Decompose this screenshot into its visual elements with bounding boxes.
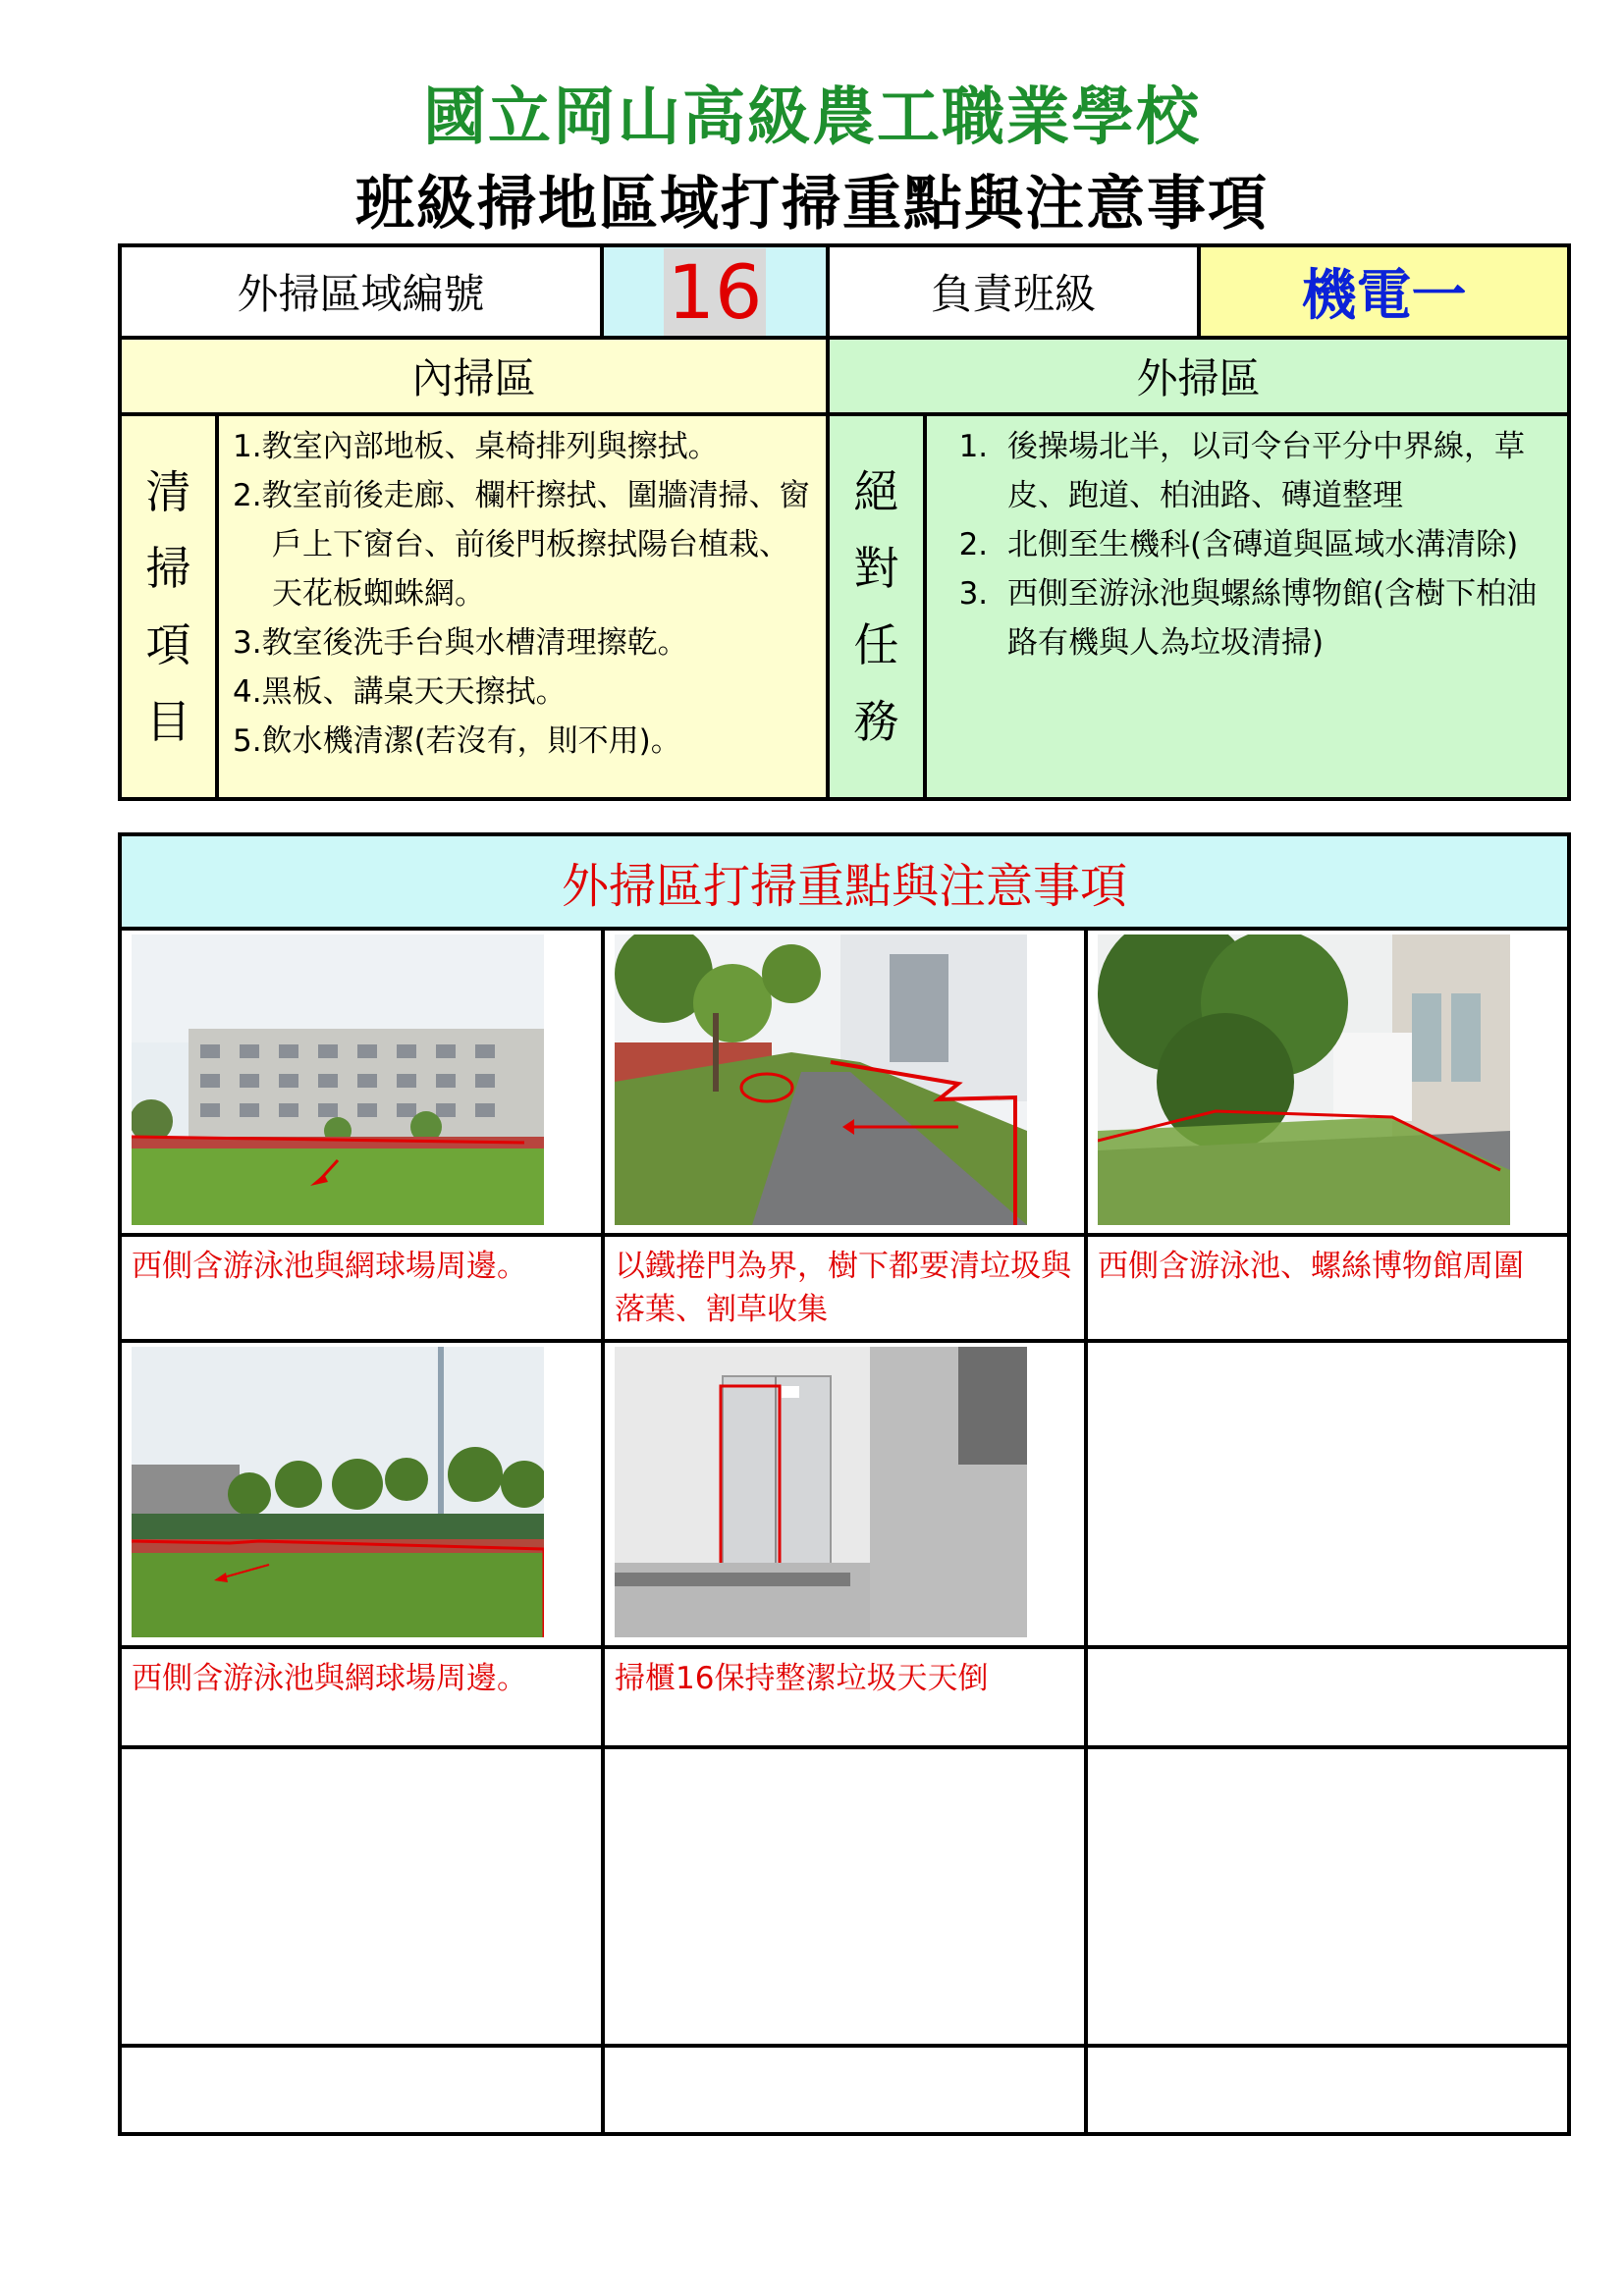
photo-cabinet	[615, 1347, 1027, 1637]
zone-info-table	[118, 243, 1571, 801]
photo-field-track	[132, 1347, 544, 1637]
list-item: 2. 北側至生機科(含磚道與區域水溝清除)	[998, 520, 1557, 569]
photo-caption: 以鐵捲門為界，樹下都要清垃圾與落葉、割草收集	[603, 1235, 1086, 1341]
photo-trees-building	[1098, 934, 1510, 1225]
outer-side-label: 絕 對 任 務	[828, 414, 925, 799]
zone-number-value: 16	[602, 245, 828, 338]
class-label: 負責班級	[828, 245, 1199, 338]
list-item: 4.黑板、講桌天天擦拭。	[233, 674, 567, 710]
photo-caption: 西側含游泳池、螺絲博物館周圍	[1086, 1235, 1569, 1341]
inner-zone-title: 內掃區	[120, 338, 828, 414]
list-item: 2.教室前後走廊、欄杆擦拭、圍牆清掃、窗戶上下窗台、前後門板擦拭陽台植栽、天花板蜘蛛網。	[233, 478, 810, 612]
class-name-value: 機電一	[1199, 245, 1569, 338]
photo-road-trees	[615, 934, 1027, 1225]
list-item: 1.教室內部地板、桌椅排列與擦拭。	[233, 429, 719, 464]
photo-caption: 掃櫃16保持整潔垃圾天天倒	[603, 1647, 1086, 1747]
outer-zone-title: 外掃區	[828, 338, 1569, 414]
outer-task-list	[925, 414, 1569, 799]
list-item: 3. 西側至游泳池與螺絲博物館(含樹下柏油路有機與人為垃圾清掃)	[998, 569, 1557, 667]
list-item: 3.教室後洗手台與水槽清理擦乾。	[233, 625, 688, 661]
photo-building-lawn	[132, 934, 544, 1225]
list-item: 1. 後操場北半，以司令台平分中界線，草皮、跑道、柏油路、磚道整理	[998, 422, 1557, 520]
photo-caption: 西側含游泳池與網球場周邊。	[120, 1235, 603, 1341]
list-item: 5.飲水機清潔(若沒有，則不用)。	[233, 723, 681, 759]
inner-side-label: 清 掃 項 目	[120, 414, 217, 799]
page-subtitle: 班級掃地區域打掃重點與注意事項	[355, 170, 1269, 239]
photo-caption: 西側含游泳池與網球場周邊。	[120, 1647, 603, 1747]
notes-table	[118, 832, 1571, 2136]
zone-number-label: 外掃區域編號	[120, 245, 602, 338]
school-title: 國立岡山高級農工職業學校	[423, 81, 1201, 154]
notes-title: 外掃區打掃重點與注意事項	[120, 834, 1569, 929]
inner-cleaning-list	[217, 414, 828, 799]
